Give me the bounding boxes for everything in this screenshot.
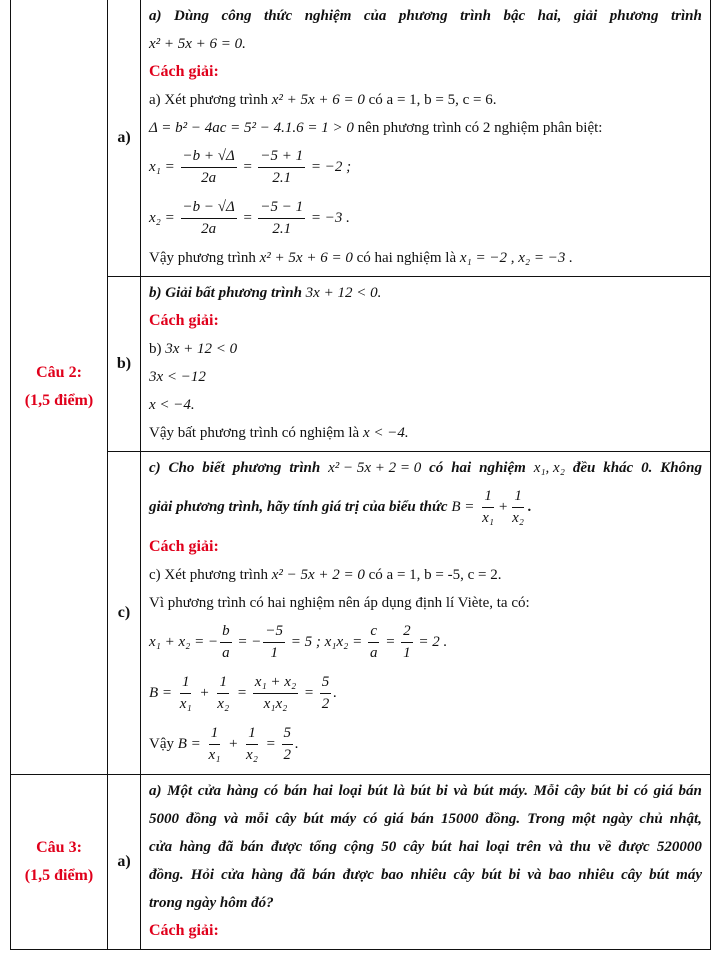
fraction-denominator: a	[369, 645, 378, 661]
text-run: Vậy bất phương trình có nghiệm là	[149, 424, 363, 441]
word: máy	[330, 810, 357, 827]
fraction-numerator: 1	[512, 488, 524, 508]
fraction-denominator: x₂	[512, 510, 525, 526]
math-expression: x₁ + x₂ = −	[149, 634, 219, 650]
word: mỗi	[245, 810, 269, 827]
math-expression: = 5 ; x₁x₂ =	[287, 634, 366, 650]
fraction-denominator: x₁	[179, 696, 192, 712]
word: Không	[660, 459, 702, 476]
word: bút	[649, 866, 670, 883]
word: bi	[508, 866, 521, 883]
fraction	[244, 725, 260, 764]
text-run: Vì phương trình có hai nghiệm nên áp dụng định lí Viète, ta có:	[149, 594, 530, 611]
math-expression: 3x + 12 < 0.	[305, 284, 382, 301]
fraction	[215, 674, 231, 713]
solution-line	[149, 114, 702, 142]
fraction	[253, 674, 298, 713]
fraction-numerator: c	[368, 623, 379, 643]
word: thức	[264, 7, 293, 24]
word: có	[633, 782, 648, 799]
question-label-cau-2	[11, 0, 108, 775]
math-expression: +	[195, 685, 214, 701]
word: trình	[460, 7, 491, 24]
word: đều	[572, 459, 596, 476]
text-run: Vậy phương trình	[149, 249, 260, 266]
math-expression: B =	[177, 736, 205, 752]
fraction	[181, 199, 237, 238]
word: đồng	[186, 810, 217, 827]
solution-table	[10, 0, 711, 950]
word: và	[453, 782, 468, 799]
word: bao	[548, 866, 572, 883]
solution-heading	[149, 533, 702, 561]
math-expression: x² − 5x + 2 = 0	[328, 459, 422, 476]
word: Một	[167, 782, 193, 799]
text-run: c) Xét phương trình	[149, 566, 272, 583]
text-run: trong ngày hôm đó?	[149, 894, 274, 911]
word: máy.	[498, 782, 529, 799]
fraction-denominator: 1	[270, 645, 278, 661]
math-expression: =	[381, 634, 400, 650]
fraction-denominator: x₁x₂	[263, 696, 288, 712]
text-run: a) Xét phương trình	[149, 91, 272, 108]
math-expression: Δ = b² − 4ac = 5² − 4.1.6 = 1 > 0	[149, 119, 354, 136]
word: hàng	[179, 838, 212, 855]
word: tổng	[309, 838, 337, 855]
word: cửa	[197, 782, 221, 799]
part-content	[141, 0, 711, 277]
word: nghiệm	[304, 7, 352, 24]
math-expression: = 2 .	[414, 634, 448, 650]
fraction-numerator: 2	[401, 623, 413, 643]
solution-line	[149, 86, 702, 114]
solution-line	[149, 617, 702, 668]
solution-line	[149, 193, 702, 244]
fraction-denominator: 2.1	[272, 170, 292, 186]
word: được	[618, 838, 650, 855]
math-expression: x² + 5x + 6 = 0	[259, 249, 353, 266]
word: chủ	[639, 810, 663, 827]
solution-heading	[149, 58, 702, 86]
word: 50	[381, 838, 397, 855]
word: a)	[149, 782, 162, 799]
word: khác	[603, 459, 634, 476]
fraction	[258, 199, 305, 238]
math-expression: x² + 5x + 6 = 0	[271, 91, 365, 108]
word: 15000	[441, 810, 479, 827]
solution-line	[149, 244, 702, 272]
word: cửa	[221, 866, 245, 883]
word: bút	[367, 782, 388, 799]
word: bán	[410, 810, 434, 827]
text-run: .	[528, 499, 532, 515]
word: nhiêu	[578, 866, 615, 883]
part-label: b)	[108, 277, 141, 452]
text-run: b)	[149, 340, 166, 357]
math-expression: =	[233, 685, 251, 701]
word: cây	[621, 866, 642, 883]
word: trình	[670, 7, 702, 24]
fraction-denominator: x₂	[217, 696, 230, 712]
word: hàng	[251, 866, 284, 883]
fraction-denominator: 1	[403, 645, 411, 661]
word: giải	[573, 7, 598, 24]
fraction-numerator: −b + √Δ	[181, 148, 237, 168]
fraction-denominator: x₁	[482, 510, 495, 526]
solution-line	[149, 719, 702, 770]
word: hai	[458, 838, 479, 855]
word: cây	[564, 782, 586, 799]
math-expression: =	[261, 736, 280, 752]
solution-line	[149, 668, 702, 719]
fraction	[220, 623, 232, 662]
text-run: giải phương trình, hãy tính giá trị của biểu thức	[149, 499, 452, 515]
word: cửa	[149, 838, 173, 855]
text-run: Vậy	[149, 736, 178, 752]
math-expression: x₁ =	[149, 159, 179, 175]
question-points: (1,5 điểm)	[24, 392, 94, 409]
fraction	[510, 488, 526, 527]
word: giá	[384, 810, 404, 827]
fraction-numerator: −5 − 1	[258, 199, 305, 219]
word: bán	[240, 838, 264, 855]
fraction-numerator: 1	[209, 725, 221, 745]
word: biết	[202, 459, 225, 476]
text-run: có hai nghiệm là	[352, 249, 460, 266]
solution-line	[149, 335, 702, 363]
word: phương	[609, 7, 659, 24]
math-expression: x² + 5x + 6 = 0.	[149, 35, 246, 52]
fraction-denominator: 2a	[201, 221, 217, 237]
fraction	[263, 623, 285, 662]
question-text	[149, 805, 702, 833]
math-expression: x₁, x₂	[533, 459, 565, 476]
solution-line	[149, 561, 702, 589]
fraction-denominator: 2	[321, 696, 330, 712]
word: bi	[616, 782, 629, 799]
fraction	[207, 725, 223, 764]
part-label: c)	[108, 452, 141, 775]
word: và	[527, 866, 542, 883]
math-expression: =	[238, 159, 257, 175]
math-expression: x < −4.	[362, 424, 409, 441]
word: một	[572, 810, 596, 827]
text-run: Cách giải:	[149, 63, 219, 80]
solution-line	[149, 363, 702, 391]
math-expression: +	[224, 736, 243, 752]
word: hai,	[537, 7, 562, 24]
word: 0.	[641, 459, 653, 476]
word: là	[393, 782, 405, 799]
question-text	[149, 861, 702, 889]
fraction-denominator: a	[222, 645, 230, 661]
question-text	[149, 833, 702, 861]
fraction-numerator: 1	[246, 725, 258, 745]
math-expression: 3x + 12 < 0	[165, 340, 238, 357]
solution-heading	[149, 307, 702, 335]
math-expression: B =	[149, 685, 176, 701]
word: thu	[569, 838, 591, 855]
fraction-numerator: 1	[482, 488, 494, 508]
word: Mỗi	[533, 782, 559, 799]
question-text	[149, 454, 702, 482]
math-expression: = −2 ;	[307, 159, 352, 175]
solution-line	[149, 142, 702, 193]
word: ngày	[602, 810, 633, 827]
word: của	[363, 7, 387, 24]
fraction-numerator: 1	[180, 674, 192, 694]
word: bậc	[503, 7, 526, 24]
word: có	[263, 782, 279, 799]
fraction-numerator: 5	[282, 725, 294, 745]
math-expression: x < −4.	[149, 396, 195, 413]
math-expression: x² − 5x + 2 = 0	[271, 566, 365, 583]
word: bút	[303, 810, 324, 827]
word: Trong	[527, 810, 565, 827]
word: bao	[380, 866, 404, 883]
word: Cho	[168, 459, 195, 476]
math-expression: B =	[451, 499, 479, 515]
solution-line	[149, 391, 702, 419]
fraction-numerator: x₁ + x₂	[253, 674, 298, 694]
word: cây	[403, 838, 425, 855]
word: 5000	[149, 810, 179, 827]
fraction-numerator: b	[220, 623, 232, 643]
question-points: (1,5 điểm)	[24, 867, 94, 884]
word: bi	[436, 782, 448, 799]
table-row	[11, 452, 711, 775]
math-expression: = −3 .	[307, 210, 350, 226]
text-run: Cách giải:	[149, 922, 219, 939]
text-run: nên phương trình có 2 nghiệm phân biệt:	[353, 119, 603, 136]
word: cộng	[344, 838, 375, 855]
word: cây	[453, 866, 475, 883]
text-run: b) Giải bất phương trình	[149, 284, 306, 301]
question-text	[149, 889, 702, 917]
fraction-numerator: 5	[320, 674, 332, 694]
part-label: a)	[108, 0, 141, 277]
word: giá	[653, 782, 673, 799]
table-row	[11, 0, 711, 277]
fraction	[282, 725, 294, 764]
word: đã	[290, 866, 306, 883]
word: bán	[283, 782, 308, 799]
word: loại	[338, 782, 362, 799]
solution-line	[149, 419, 702, 447]
word: Dùng	[174, 7, 210, 24]
word: bán	[678, 782, 702, 799]
table-row	[11, 775, 711, 950]
solution-line	[149, 589, 702, 617]
word: nhiêu	[410, 866, 447, 883]
word: có	[363, 810, 378, 827]
word: c)	[149, 459, 161, 476]
fraction	[320, 674, 332, 713]
fraction	[401, 623, 413, 662]
word: đồng.	[485, 810, 521, 827]
word: loại	[485, 838, 510, 855]
part-content	[141, 452, 711, 775]
fraction-numerator: −b − √Δ	[181, 199, 237, 219]
word: Hỏi	[190, 866, 215, 883]
fraction-numerator: −5 + 1	[258, 148, 305, 168]
word: đã	[218, 838, 234, 855]
question-text	[149, 30, 702, 58]
math-expression: x₂ =	[149, 210, 179, 226]
solution-heading	[149, 917, 702, 945]
word: trình	[289, 459, 321, 476]
text-run: có a = 1, b = -5, c = 2.	[364, 566, 502, 583]
fraction-denominator: 2a	[201, 170, 217, 186]
part-content	[141, 277, 711, 452]
math-expression: .	[333, 685, 338, 701]
math-expression: =	[238, 210, 257, 226]
question-text	[149, 482, 702, 533]
fraction	[480, 488, 496, 527]
word: đồng.	[149, 866, 184, 883]
table-row	[11, 277, 711, 452]
word: và	[548, 838, 563, 855]
word: a)	[149, 7, 162, 24]
math-expression: +	[498, 499, 509, 515]
text-run: Cách giải:	[149, 312, 219, 329]
math-expression: = −	[233, 634, 262, 650]
fraction-numerator: 1	[217, 674, 229, 694]
word: nhật,	[669, 810, 702, 827]
word: bán	[312, 866, 336, 883]
fraction	[258, 148, 305, 187]
word: hai	[451, 459, 472, 476]
word: 520000	[656, 838, 702, 855]
fraction-numerator: −5	[263, 623, 285, 643]
fraction-denominator: 2.1	[272, 221, 292, 237]
word: hàng	[226, 782, 259, 799]
text-run: Cách giải:	[149, 538, 219, 555]
word: bút	[481, 866, 502, 883]
question-text	[149, 279, 702, 307]
word: được	[342, 866, 374, 883]
word: phương	[232, 459, 282, 476]
word: hai	[312, 782, 333, 799]
math-expression: =	[300, 685, 318, 701]
part-label: a)	[108, 775, 141, 950]
word: về	[597, 838, 612, 855]
part-content	[141, 775, 711, 950]
word: được	[270, 838, 303, 855]
word: bút	[473, 782, 494, 799]
math-expression: x₁ = −2 , x₂ = −3 .	[459, 249, 573, 266]
word: trên	[516, 838, 542, 855]
word: công	[221, 7, 252, 24]
question-number: Câu 2:	[36, 364, 82, 381]
question-text	[149, 2, 702, 30]
word: có	[429, 459, 444, 476]
fraction-denominator: 2	[283, 747, 292, 763]
word: bút	[410, 782, 431, 799]
math-expression: 3x < −12	[149, 368, 206, 385]
word: bút	[590, 782, 611, 799]
word: và	[223, 810, 239, 827]
word: bút	[431, 838, 452, 855]
fraction	[368, 623, 380, 662]
fraction	[178, 674, 194, 713]
text-run: có a = 1, b = 5, c = 6.	[364, 91, 497, 108]
question-label-cau-3	[11, 775, 108, 950]
word: máy	[676, 866, 702, 883]
question-text	[149, 777, 702, 805]
question-number: Câu 3:	[36, 839, 82, 856]
word: nghiệm	[479, 459, 526, 476]
word: phương	[398, 7, 448, 24]
fraction-denominator: x₁	[208, 747, 221, 763]
fraction	[181, 148, 237, 187]
fraction-denominator: x₂	[246, 747, 258, 763]
math-expression: .	[295, 736, 299, 752]
word: cây	[275, 810, 297, 827]
